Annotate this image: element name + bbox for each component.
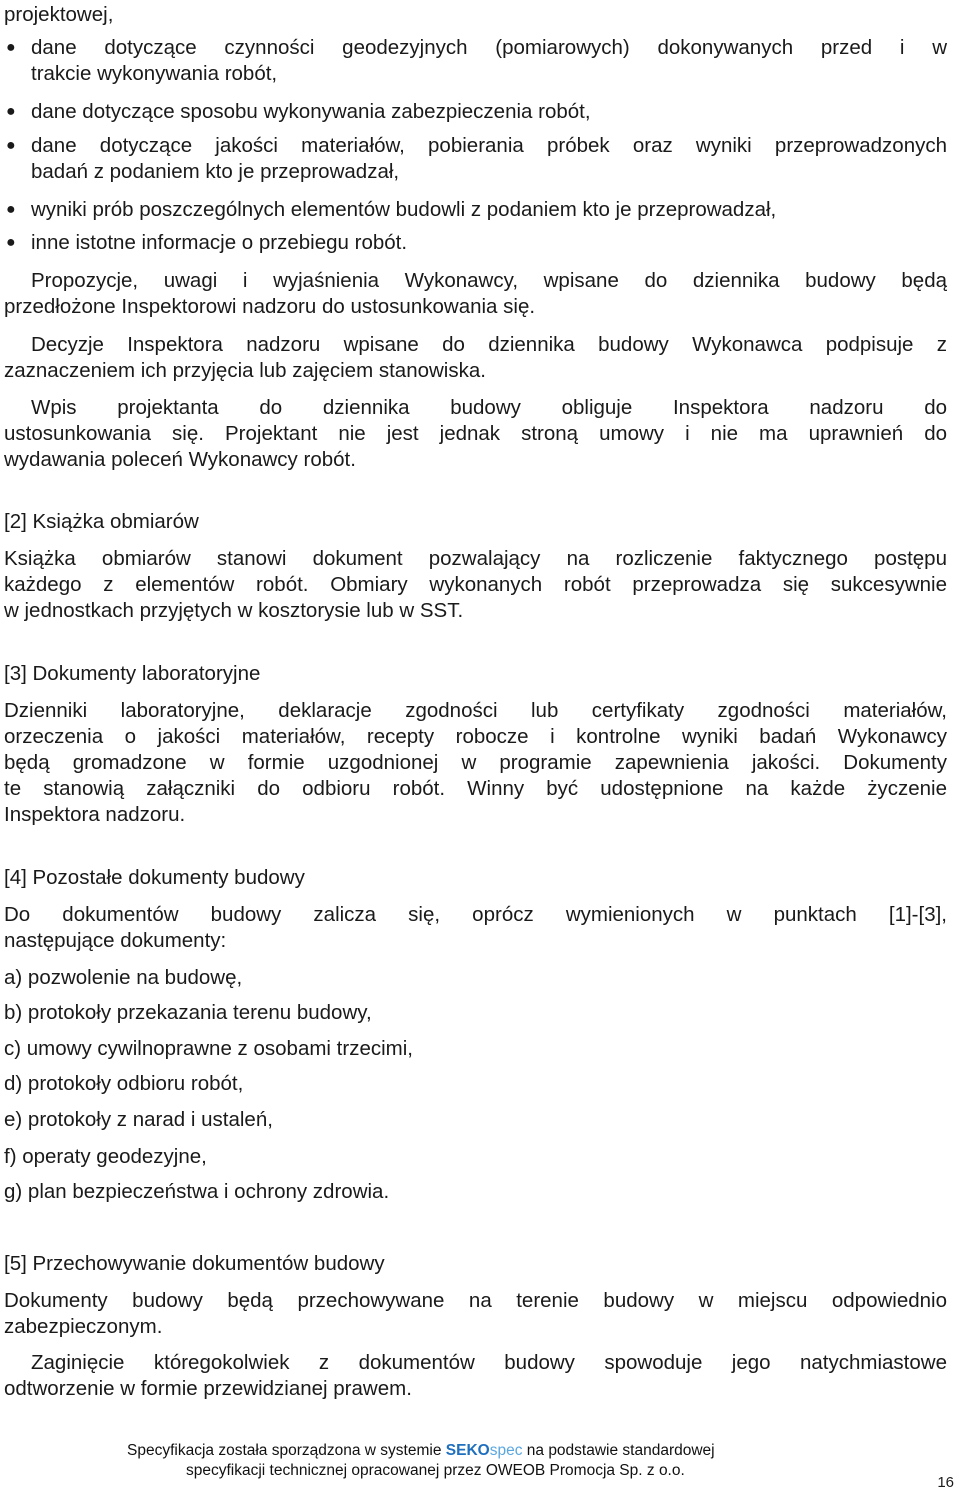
- para-wpis-line-1: Wpis projektanta do dziennika budowy obliguje Inspektora nadzoru do: [31, 396, 947, 419]
- page-number: 16: [937, 1474, 954, 1491]
- bullet-2: dane dotyczące sposobu wykonywania zabezpieczenia robót,: [31, 100, 591, 123]
- para-2-line-2: każdego z elementów robót. Obmiary wykonanych robót przeprowadza się sukcesywnie: [4, 573, 947, 596]
- heading-przechowywanie: [5] Przechowywanie dokumentów budowy: [4, 1252, 385, 1275]
- list-item-a: a) pozwolenie na budowę,: [4, 966, 243, 989]
- footer-line-1: [127, 1441, 715, 1460]
- footer-line-2: specyfikacji technicznej opracowanej przez OWEOB Promocja Sp. z o.o.: [186, 1462, 685, 1479]
- heading-pozostale-dokumenty: [4] Pozostałe dokumenty budowy: [4, 866, 305, 889]
- para-wpis-line-3: wydawania poleceń Wykonawcy robót.: [4, 448, 356, 471]
- heading-ksiazka-obmiarow: [2] Książka obmiarów: [4, 510, 199, 533]
- para-3-line-3: będą gromadzone w formie uzgodnionej w programie zapewnienia jakości. Dokumenty: [4, 751, 947, 774]
- bullet-4: wyniki prób poszczególnych elementów budowli z podaniem kto je przeprowadzał,: [31, 198, 777, 221]
- bullet-dot: ●: [6, 103, 16, 120]
- para-5b-line-1: Zaginięcie któregokolwiek z dokumentów budowy spowoduje jego natychmiastowe: [31, 1351, 947, 1374]
- para-5a-line-2: zabezpieczonym.: [4, 1315, 163, 1338]
- bullet-dot: ●: [6, 201, 16, 218]
- bullet-3-line-2: badań z podaniem kto je przeprowadzał,: [31, 160, 400, 183]
- brand-logo-bold: SEKO: [445, 1442, 490, 1459]
- para-3-line-5: Inspektora nadzoru.: [4, 803, 186, 826]
- list-item-g: g) plan bezpieczeństwa i ochrony zdrowia.: [4, 1180, 390, 1203]
- para-decyzje-line-2: zaznaczeniem ich przyjęcia lub zajęciem stanowiska.: [4, 359, 486, 382]
- para-4-line-2: następujące dokumenty:: [4, 929, 227, 952]
- bullet-dot: ●: [6, 234, 16, 251]
- para-3-line-1: Dzienniki laboratoryjne, deklaracje zgodności lub certyfikaty zgodności materiałów,: [4, 699, 947, 722]
- list-item-e: e) protokoły z narad i ustaleń,: [4, 1108, 273, 1131]
- para-3-line-2: orzeczenia o jakości materiałów, recepty robocze i kontrolne wyniki badań Wykonawcy: [4, 725, 947, 748]
- bullet-dot: ●: [6, 137, 16, 154]
- para-2-line-3: w jednostkach przyjętych w kosztorysie lub w SST.: [4, 599, 464, 622]
- bullet-dot: ●: [6, 39, 16, 56]
- para-5b-line-2: odtworzenie w formie przewidzianej prawem.: [4, 1377, 412, 1400]
- heading-dokumenty-laboratoryjne: [3] Dokumenty laboratoryjne: [4, 662, 261, 685]
- list-item-b: b) protokoły przekazania terenu budowy,: [4, 1001, 372, 1024]
- bullet-5: inne istotne informacje o przebiegu robót.: [31, 231, 408, 254]
- intro-fragment: projektowej,: [4, 3, 114, 26]
- list-item-f: f) operaty geodezyjne,: [4, 1145, 207, 1168]
- para-decyzje-line-1: Decyzje Inspektora nadzoru wpisane do dziennika budowy Wykonawca podpisuje z: [31, 333, 947, 356]
- bullet-3-line-1: dane dotyczące jakości materiałów, pobierania próbek oraz wyniki przeprowadzonych: [31, 134, 947, 157]
- footer-text-before: Specyfikacja została sporządzona w systemie: [127, 1442, 442, 1459]
- para-2-line-1: Książka obmiarów stanowi dokument pozwalający na rozliczenie faktycznego postępu: [4, 547, 947, 570]
- bullet-1-line-1: dane dotyczące czynności geodezyjnych (pomiarowych) dokonywanych przed i w: [31, 36, 947, 59]
- bullet-1-line-2: trakcie wykonywania robót,: [31, 62, 278, 85]
- list-item-d: d) protokoły odbioru robót,: [4, 1072, 244, 1095]
- para-propozycje-line-1: Propozycje, uwagi i wyjaśnienia Wykonawcy, wpisane do dziennika budowy będą: [31, 269, 947, 292]
- brand-logo-light: spec: [489, 1442, 523, 1459]
- para-propozycje-line-2: przedłożone Inspektorowi nadzoru do ustosunkowania się.: [4, 295, 536, 318]
- list-item-c: c) umowy cywilnoprawne z osobami trzecimi,: [4, 1037, 413, 1060]
- para-3-line-4: te stanowią załączniki do odbioru robót. Winny być udostępnione na każde życzenie: [4, 777, 947, 800]
- para-wpis-line-2: ustosunkowania się. Projektant nie jest jednak stroną umowy i nie ma uprawnień do: [4, 422, 947, 445]
- footer-text-after: na podstawie standardowej: [526, 1442, 715, 1459]
- para-5a-line-1: Dokumenty budowy będą przechowywane na terenie budowy w miejscu odpowiednio: [4, 1289, 947, 1312]
- para-4-line-1: Do dokumentów budowy zalicza się, oprócz wymienionych w punktach [1]-[3],: [4, 903, 947, 926]
